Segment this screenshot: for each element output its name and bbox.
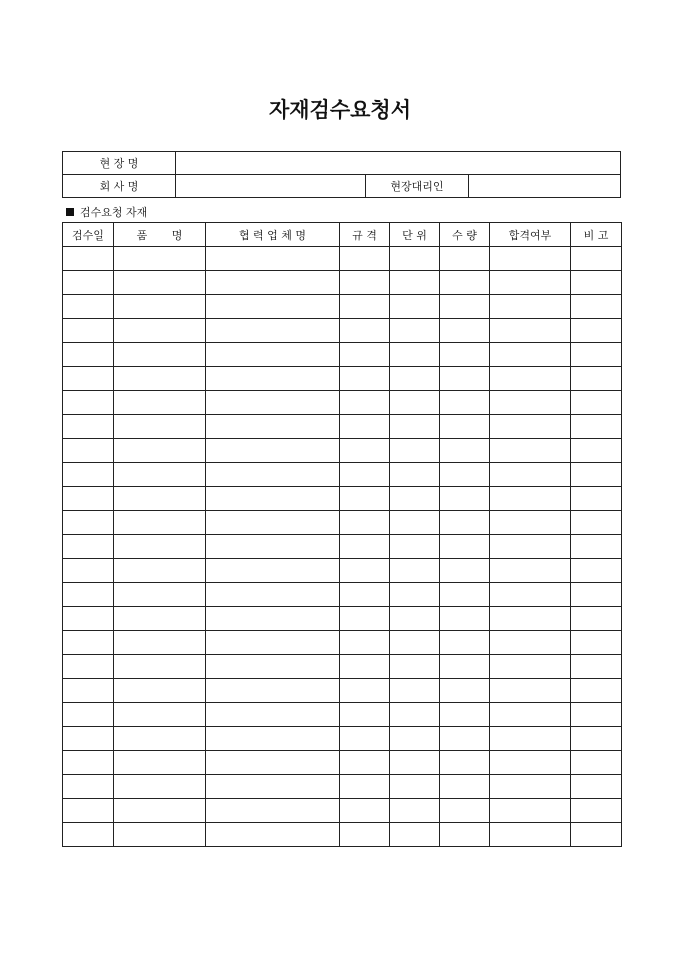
cell-partner-company[interactable] xyxy=(206,487,340,511)
cell-spec[interactable] xyxy=(340,391,390,415)
cell-remarks[interactable] xyxy=(571,415,622,439)
cell-inspection-date[interactable] xyxy=(63,463,114,487)
cell-remarks[interactable] xyxy=(571,295,622,319)
cell-inspection-date[interactable] xyxy=(63,487,114,511)
cell-partner-company[interactable] xyxy=(206,271,340,295)
cell-spec[interactable] xyxy=(340,271,390,295)
cell-inspection-date[interactable] xyxy=(63,799,114,823)
section-label: 검수요청 자재 xyxy=(80,206,148,219)
company-label: 회 사 명 xyxy=(63,175,176,198)
table-row xyxy=(63,583,622,607)
cell-unit[interactable] xyxy=(390,751,440,775)
cell-pass-fail[interactable] xyxy=(490,343,571,367)
cell-item-name[interactable] xyxy=(114,463,206,487)
cell-unit[interactable] xyxy=(390,511,440,535)
table-row xyxy=(63,487,622,511)
cell-item-name[interactable] xyxy=(114,343,206,367)
cell-inspection-date[interactable] xyxy=(63,391,114,415)
cell-pass-fail[interactable] xyxy=(490,799,571,823)
cell-partner-company[interactable] xyxy=(206,535,340,559)
table-row xyxy=(63,295,622,319)
cell-remarks[interactable] xyxy=(571,679,622,703)
square-bullet-icon xyxy=(66,208,74,216)
cell-quantity[interactable] xyxy=(440,343,490,367)
cell-pass-fail[interactable] xyxy=(490,655,571,679)
cell-item-name[interactable] xyxy=(114,295,206,319)
cell-unit[interactable] xyxy=(390,607,440,631)
col-header-partner-company: 협 력 업 체 명 xyxy=(206,223,340,247)
cell-remarks[interactable] xyxy=(571,559,622,583)
cell-item-name[interactable] xyxy=(114,511,206,535)
cell-remarks[interactable] xyxy=(571,391,622,415)
cell-remarks[interactable] xyxy=(571,319,622,343)
col-header-unit: 단 위 xyxy=(390,223,440,247)
cell-partner-company[interactable] xyxy=(206,463,340,487)
cell-inspection-date[interactable] xyxy=(63,751,114,775)
cell-item-name[interactable] xyxy=(114,679,206,703)
site-name-field[interactable] xyxy=(176,152,621,175)
cell-inspection-date[interactable] xyxy=(63,775,114,799)
cell-remarks[interactable] xyxy=(571,655,622,679)
cell-spec[interactable] xyxy=(340,631,390,655)
document-title: 자재검수요청서 xyxy=(268,98,411,122)
cell-partner-company[interactable] xyxy=(206,655,340,679)
info-table xyxy=(62,151,621,198)
cell-quantity[interactable] xyxy=(440,751,490,775)
cell-remarks[interactable] xyxy=(571,775,622,799)
cell-partner-company[interactable] xyxy=(206,559,340,583)
cell-partner-company[interactable] xyxy=(206,799,340,823)
cell-item-name[interactable] xyxy=(114,799,206,823)
cell-unit[interactable] xyxy=(390,703,440,727)
cell-quantity[interactable] xyxy=(440,367,490,391)
cell-quantity[interactable] xyxy=(440,319,490,343)
cell-spec[interactable] xyxy=(340,583,390,607)
cell-remarks[interactable] xyxy=(571,631,622,655)
cell-spec[interactable] xyxy=(340,727,390,751)
cell-quantity[interactable] xyxy=(440,415,490,439)
cell-remarks[interactable] xyxy=(571,439,622,463)
cell-partner-company[interactable] xyxy=(206,703,340,727)
cell-quantity[interactable] xyxy=(440,535,490,559)
col-header-quantity: 수 량 xyxy=(440,223,490,247)
cell-unit[interactable] xyxy=(390,583,440,607)
table-row xyxy=(63,367,622,391)
cell-item-name[interactable] xyxy=(114,727,206,751)
cell-spec[interactable] xyxy=(340,247,390,271)
cell-quantity[interactable] xyxy=(440,463,490,487)
table-row xyxy=(63,727,622,751)
cell-item-name[interactable] xyxy=(114,607,206,631)
cell-spec[interactable] xyxy=(340,367,390,391)
cell-pass-fail[interactable] xyxy=(490,511,571,535)
cell-inspection-date[interactable] xyxy=(63,583,114,607)
cell-unit[interactable] xyxy=(390,535,440,559)
cell-spec[interactable] xyxy=(340,799,390,823)
table-row xyxy=(63,607,622,631)
cell-item-name[interactable] xyxy=(114,583,206,607)
col-header-remarks: 비 고 xyxy=(571,223,622,247)
cell-partner-company[interactable] xyxy=(206,247,340,271)
cell-remarks[interactable] xyxy=(571,511,622,535)
cell-spec[interactable] xyxy=(340,319,390,343)
site-agent-label: 현장대리인 xyxy=(366,175,469,198)
cell-spec[interactable] xyxy=(340,535,390,559)
table-row xyxy=(63,391,622,415)
cell-pass-fail[interactable] xyxy=(490,535,571,559)
cell-pass-fail[interactable] xyxy=(490,727,571,751)
table-row xyxy=(63,655,622,679)
cell-spec[interactable] xyxy=(340,295,390,319)
cell-remarks[interactable] xyxy=(571,487,622,511)
table-row xyxy=(63,511,622,535)
cell-partner-company[interactable] xyxy=(206,607,340,631)
cell-quantity[interactable] xyxy=(440,727,490,751)
cell-partner-company[interactable] xyxy=(206,679,340,703)
table-row xyxy=(63,679,622,703)
cell-unit[interactable] xyxy=(390,391,440,415)
site-name-label: 현 장 명 xyxy=(63,152,176,175)
col-header-inspection-date: 검수일 xyxy=(63,223,114,247)
cell-pass-fail[interactable] xyxy=(490,607,571,631)
cell-unit[interactable] xyxy=(390,415,440,439)
cell-unit[interactable] xyxy=(390,727,440,751)
table-row xyxy=(63,463,622,487)
cell-inspection-date[interactable] xyxy=(63,511,114,535)
cell-spec[interactable] xyxy=(340,511,390,535)
cell-pass-fail[interactable] xyxy=(490,559,571,583)
cell-inspection-date[interactable] xyxy=(63,439,114,463)
cell-unit[interactable] xyxy=(390,247,440,271)
cell-spec[interactable] xyxy=(340,607,390,631)
cell-partner-company[interactable] xyxy=(206,415,340,439)
cell-unit[interactable] xyxy=(390,775,440,799)
cell-quantity[interactable] xyxy=(440,511,490,535)
cell-spec[interactable] xyxy=(340,823,390,847)
cell-pass-fail[interactable] xyxy=(490,463,571,487)
cell-item-name[interactable] xyxy=(114,535,206,559)
cell-spec[interactable] xyxy=(340,559,390,583)
cell-inspection-date[interactable] xyxy=(63,319,114,343)
cell-partner-company[interactable] xyxy=(206,439,340,463)
cell-unit[interactable] xyxy=(390,295,440,319)
cell-spec[interactable] xyxy=(340,775,390,799)
cell-spec[interactable] xyxy=(340,415,390,439)
cell-partner-company[interactable] xyxy=(206,631,340,655)
cell-pass-fail[interactable] xyxy=(490,823,571,847)
col-header-item-name: 품 명 xyxy=(114,223,206,247)
cell-item-name[interactable] xyxy=(114,823,206,847)
cell-unit[interactable] xyxy=(390,271,440,295)
cell-partner-company[interactable] xyxy=(206,775,340,799)
section-heading xyxy=(66,204,147,220)
cell-inspection-date[interactable] xyxy=(63,367,114,391)
cell-unit[interactable] xyxy=(390,343,440,367)
table-row xyxy=(63,559,622,583)
cell-unit[interactable] xyxy=(390,631,440,655)
cell-unit[interactable] xyxy=(390,463,440,487)
cell-remarks[interactable] xyxy=(571,583,622,607)
cell-spec[interactable] xyxy=(340,343,390,367)
cell-pass-fail[interactable] xyxy=(490,367,571,391)
cell-spec[interactable] xyxy=(340,487,390,511)
cell-unit[interactable] xyxy=(390,367,440,391)
cell-pass-fail[interactable] xyxy=(490,271,571,295)
cell-item-name[interactable] xyxy=(114,751,206,775)
cell-remarks[interactable] xyxy=(571,607,622,631)
cell-item-name[interactable] xyxy=(114,391,206,415)
cell-pass-fail[interactable] xyxy=(490,391,571,415)
table-row xyxy=(63,631,622,655)
cell-unit[interactable] xyxy=(390,559,440,583)
cell-inspection-date[interactable] xyxy=(63,535,114,559)
table-header-row xyxy=(63,223,622,247)
cell-inspection-date[interactable] xyxy=(63,727,114,751)
cell-inspection-date[interactable] xyxy=(63,559,114,583)
cell-item-name[interactable] xyxy=(114,487,206,511)
cell-item-name[interactable] xyxy=(114,631,206,655)
cell-partner-company[interactable] xyxy=(206,295,340,319)
cell-unit[interactable] xyxy=(390,799,440,823)
cell-pass-fail[interactable] xyxy=(490,703,571,727)
cell-inspection-date[interactable] xyxy=(63,343,114,367)
cell-unit[interactable] xyxy=(390,823,440,847)
cell-item-name[interactable] xyxy=(114,559,206,583)
cell-partner-company[interactable] xyxy=(206,319,340,343)
cell-remarks[interactable] xyxy=(571,703,622,727)
cell-inspection-date[interactable] xyxy=(63,295,114,319)
cell-pass-fail[interactable] xyxy=(490,583,571,607)
cell-quantity[interactable] xyxy=(440,679,490,703)
cell-partner-company[interactable] xyxy=(206,823,340,847)
cell-pass-fail[interactable] xyxy=(490,775,571,799)
site-name-row xyxy=(63,152,621,175)
table-row xyxy=(63,703,622,727)
site-agent-field[interactable] xyxy=(469,175,621,198)
cell-partner-company[interactable] xyxy=(206,751,340,775)
cell-item-name[interactable] xyxy=(114,271,206,295)
cell-quantity[interactable] xyxy=(440,439,490,463)
cell-quantity[interactable] xyxy=(440,247,490,271)
cell-inspection-date[interactable] xyxy=(63,271,114,295)
cell-item-name[interactable] xyxy=(114,439,206,463)
cell-remarks[interactable] xyxy=(571,247,622,271)
cell-inspection-date[interactable] xyxy=(63,631,114,655)
cell-remarks[interactable] xyxy=(571,367,622,391)
cell-remarks[interactable] xyxy=(571,535,622,559)
cell-unit[interactable] xyxy=(390,679,440,703)
cell-item-name[interactable] xyxy=(114,703,206,727)
cell-unit[interactable] xyxy=(390,319,440,343)
cell-remarks[interactable] xyxy=(571,799,622,823)
cell-remarks[interactable] xyxy=(571,271,622,295)
cell-inspection-date[interactable] xyxy=(63,415,114,439)
cell-spec[interactable] xyxy=(340,655,390,679)
table-row xyxy=(63,415,622,439)
cell-quantity[interactable] xyxy=(440,271,490,295)
table-row xyxy=(63,343,622,367)
table-row xyxy=(63,535,622,559)
cell-remarks[interactable] xyxy=(571,823,622,847)
cell-item-name[interactable] xyxy=(114,655,206,679)
cell-quantity[interactable] xyxy=(440,799,490,823)
cell-quantity[interactable] xyxy=(440,775,490,799)
cell-pass-fail[interactable] xyxy=(490,679,571,703)
cell-partner-company[interactable] xyxy=(206,367,340,391)
cell-unit[interactable] xyxy=(390,439,440,463)
cell-item-name[interactable] xyxy=(114,319,206,343)
cell-partner-company[interactable] xyxy=(206,583,340,607)
cell-inspection-date[interactable] xyxy=(63,703,114,727)
table-row xyxy=(63,823,622,847)
cell-quantity[interactable] xyxy=(440,583,490,607)
cell-quantity[interactable] xyxy=(440,607,490,631)
cell-item-name[interactable] xyxy=(114,247,206,271)
cell-quantity[interactable] xyxy=(440,391,490,415)
cell-inspection-date[interactable] xyxy=(63,679,114,703)
cell-pass-fail[interactable] xyxy=(490,247,571,271)
cell-pass-fail[interactable] xyxy=(490,751,571,775)
table-row xyxy=(63,751,622,775)
inspection-table xyxy=(62,222,622,847)
company-field[interactable] xyxy=(176,175,366,198)
cell-spec[interactable] xyxy=(340,703,390,727)
table-row xyxy=(63,775,622,799)
cell-remarks[interactable] xyxy=(571,751,622,775)
cell-spec[interactable] xyxy=(340,439,390,463)
cell-partner-company[interactable] xyxy=(206,511,340,535)
cell-pass-fail[interactable] xyxy=(490,415,571,439)
cell-item-name[interactable] xyxy=(114,367,206,391)
cell-item-name[interactable] xyxy=(114,415,206,439)
cell-pass-fail[interactable] xyxy=(490,439,571,463)
cell-remarks[interactable] xyxy=(571,727,622,751)
cell-unit[interactable] xyxy=(390,655,440,679)
cell-partner-company[interactable] xyxy=(206,343,340,367)
table-row xyxy=(63,271,622,295)
cell-quantity[interactable] xyxy=(440,703,490,727)
cell-pass-fail[interactable] xyxy=(490,631,571,655)
cell-inspection-date[interactable] xyxy=(63,607,114,631)
cell-spec[interactable] xyxy=(340,751,390,775)
cell-unit[interactable] xyxy=(390,487,440,511)
table-row xyxy=(63,247,622,271)
cell-quantity[interactable] xyxy=(440,631,490,655)
cell-remarks[interactable] xyxy=(571,343,622,367)
cell-quantity[interactable] xyxy=(440,655,490,679)
cell-spec[interactable] xyxy=(340,463,390,487)
cell-partner-company[interactable] xyxy=(206,727,340,751)
cell-inspection-date[interactable] xyxy=(63,823,114,847)
cell-pass-fail[interactable] xyxy=(490,487,571,511)
table-row xyxy=(63,799,622,823)
cell-partner-company[interactable] xyxy=(206,391,340,415)
cell-pass-fail[interactable] xyxy=(490,319,571,343)
cell-quantity[interactable] xyxy=(440,559,490,583)
cell-pass-fail[interactable] xyxy=(490,295,571,319)
cell-inspection-date[interactable] xyxy=(63,655,114,679)
table-row xyxy=(63,439,622,463)
company-row xyxy=(63,175,621,198)
cell-quantity[interactable] xyxy=(440,295,490,319)
col-header-spec: 규 격 xyxy=(340,223,390,247)
table-row xyxy=(63,319,622,343)
cell-item-name[interactable] xyxy=(114,775,206,799)
cell-spec[interactable] xyxy=(340,679,390,703)
cell-quantity[interactable] xyxy=(440,823,490,847)
cell-quantity[interactable] xyxy=(440,487,490,511)
col-header-pass-fail: 합격여부 xyxy=(490,223,571,247)
cell-inspection-date[interactable] xyxy=(63,247,114,271)
cell-remarks[interactable] xyxy=(571,463,622,487)
